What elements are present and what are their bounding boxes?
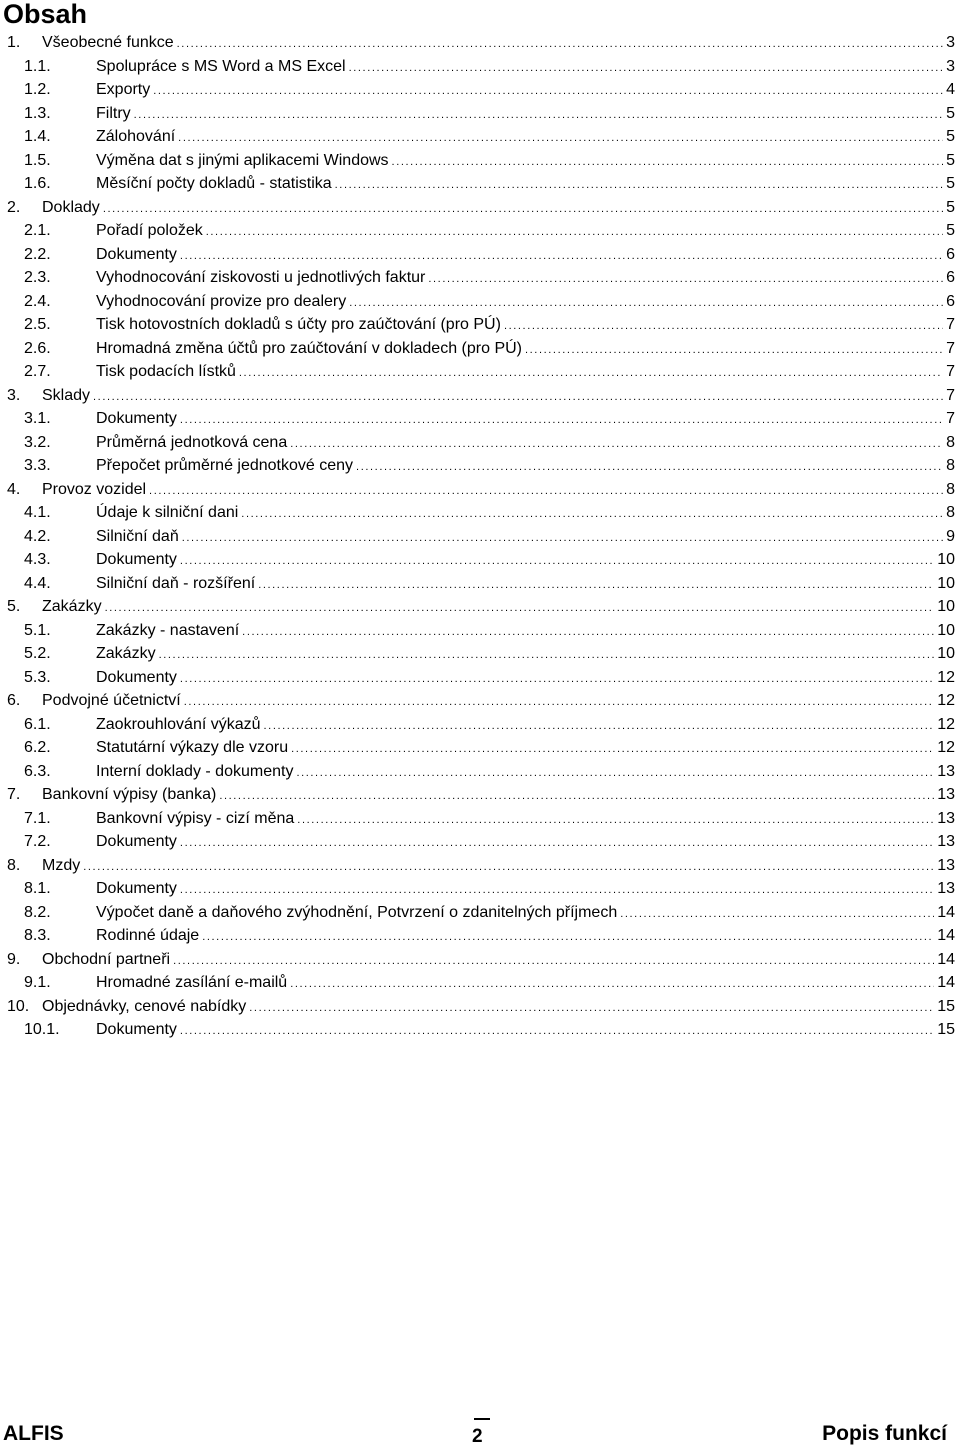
toc-entry-title: Vyhodnocování ziskovosti u jednotlivých faktur bbox=[96, 269, 426, 286]
toc-entry-title: Dokumenty bbox=[96, 551, 177, 568]
toc-entry-number: 4.3. bbox=[24, 551, 51, 568]
toc-entry-page: 8 bbox=[946, 480, 955, 498]
toc-entry-page: 8 bbox=[946, 504, 955, 521]
toc-dot-leader bbox=[180, 245, 943, 269]
toc-entry[interactable] bbox=[7, 31, 955, 55]
toc-entry[interactable] bbox=[7, 619, 955, 643]
toc-entry-page: 13 bbox=[937, 809, 955, 827]
toc-dot-leader bbox=[83, 856, 934, 880]
toc-dot-leader bbox=[504, 315, 943, 339]
toc-entry[interactable] bbox=[7, 736, 955, 760]
toc-dot-leader bbox=[177, 33, 943, 57]
toc-entry-number: 8.1. bbox=[24, 880, 51, 897]
toc-entry-number: 5.1. bbox=[24, 621, 51, 639]
toc-entry[interactable] bbox=[7, 407, 955, 431]
toc-entry-number: 10.1. bbox=[24, 1021, 60, 1038]
toc-entry-title: Bankovní výpisy (banka) bbox=[42, 786, 217, 803]
toc-entry-title: Podvojné účetnictví bbox=[42, 692, 181, 709]
toc-entry-title: Zakázky bbox=[96, 645, 156, 662]
toc-entry-page: 10 bbox=[937, 598, 955, 615]
toc-entry-title: Sklady bbox=[42, 386, 91, 404]
toc-entry[interactable] bbox=[7, 924, 955, 948]
toc-dot-leader bbox=[241, 503, 943, 527]
toc-entry[interactable] bbox=[7, 548, 955, 572]
toc-entry-page: 5 bbox=[946, 128, 955, 145]
toc-entry-page: 6 bbox=[946, 269, 955, 286]
toc-entry-number: 8.3. bbox=[24, 927, 51, 944]
toc-dot-leader bbox=[356, 456, 943, 480]
toc-dot-leader bbox=[178, 127, 943, 151]
toc-entry-number: 5.3. bbox=[24, 668, 51, 686]
toc-entry[interactable] bbox=[7, 478, 955, 502]
toc-dot-leader bbox=[349, 57, 944, 81]
toc-entry-number: 1.1. bbox=[24, 57, 51, 75]
toc-entry-title: Provoz vozidel bbox=[42, 480, 147, 498]
toc-entry-number: 4. bbox=[7, 480, 21, 498]
toc-dot-leader bbox=[290, 973, 934, 997]
toc-entry-number: 2.1. bbox=[24, 222, 51, 239]
toc-entry-page: 7 bbox=[946, 410, 955, 427]
toc-entry-page: 9 bbox=[946, 527, 955, 545]
toc-entry[interactable] bbox=[7, 196, 955, 220]
toc-dot-leader bbox=[202, 926, 934, 950]
toc-entry-number: 2.2. bbox=[24, 245, 51, 263]
toc-entry-number: 7.1. bbox=[24, 809, 51, 827]
toc-entry-title: Všeobecné funkce bbox=[42, 34, 174, 51]
footer-page-number: 2 bbox=[472, 1426, 483, 1447]
toc-entry-number: 3.2. bbox=[24, 433, 51, 451]
toc-entry-number: 1.6. bbox=[24, 175, 51, 192]
toc-dot-leader bbox=[219, 785, 934, 809]
toc-dot-leader bbox=[428, 268, 943, 292]
toc-entry-page: 14 bbox=[937, 974, 955, 991]
table-of-contents bbox=[7, 31, 955, 1042]
toc-dot-leader bbox=[258, 574, 934, 598]
toc-entry-page: 3 bbox=[946, 57, 955, 75]
toc-entry-number: 4.1. bbox=[24, 504, 51, 521]
toc-entry-title: Přepočet průměrné jednotkové ceny bbox=[96, 457, 354, 474]
toc-entry-title: Dokumenty bbox=[96, 245, 177, 263]
toc-entry-number: 2.3. bbox=[24, 269, 51, 286]
toc-entry-title: Objednávky, cenové nabídky bbox=[42, 997, 247, 1015]
toc-entry[interactable] bbox=[7, 877, 955, 901]
toc-entry-page: 14 bbox=[937, 927, 955, 944]
toc-entry[interactable] bbox=[7, 948, 955, 972]
toc-entry-number: 6.1. bbox=[24, 715, 51, 733]
toc-entry[interactable] bbox=[7, 243, 955, 267]
toc-entry-number: 6.3. bbox=[24, 762, 51, 780]
toc-entry-title: Průměrná jednotková cena bbox=[96, 433, 288, 451]
toc-entry-number: 6.2. bbox=[24, 739, 51, 756]
toc-entry-page: 7 bbox=[946, 339, 955, 357]
toc-dot-leader bbox=[392, 151, 944, 175]
toc-dot-leader bbox=[182, 527, 943, 551]
toc-entry-title: Statutární výkazy dle vzoru bbox=[96, 739, 289, 756]
toc-dot-leader bbox=[239, 362, 943, 386]
toc-entry[interactable] bbox=[7, 971, 955, 995]
toc-entry-title: Hromadné zasílání e-mailů bbox=[96, 974, 288, 991]
toc-entry-title: Tisk hotovostních dokladů s účty pro zaúčtování (pro PÚ) bbox=[96, 316, 501, 333]
toc-entry-title: Dokumenty bbox=[96, 1021, 177, 1038]
toc-entry-title: Dokumenty bbox=[96, 880, 177, 897]
toc-entry-page: 10 bbox=[937, 574, 955, 592]
toc-entry[interactable] bbox=[7, 78, 955, 102]
toc-entry[interactable] bbox=[7, 995, 955, 1019]
toc-entry[interactable] bbox=[7, 266, 955, 290]
toc-dot-leader bbox=[180, 550, 934, 574]
page-title: Obsah bbox=[3, 0, 88, 29]
toc-entry-number: 9.1. bbox=[24, 974, 51, 991]
footer-page-bar bbox=[474, 1418, 490, 1420]
toc-dot-leader bbox=[103, 198, 943, 222]
toc-entry-page: 12 bbox=[937, 668, 955, 686]
toc-entry[interactable] bbox=[7, 572, 955, 596]
toc-entry-page: 15 bbox=[937, 1021, 955, 1038]
toc-dot-leader bbox=[620, 903, 934, 927]
toc-entry-title: Výpočet daně a daňového zvýhodnění, Potvrzení o zdanitelných příjmech bbox=[96, 903, 618, 921]
toc-entry-title: Výměna dat s jinými aplikacemi Windows bbox=[96, 151, 389, 169]
toc-dot-leader bbox=[249, 997, 934, 1021]
toc-entry[interactable] bbox=[7, 149, 955, 173]
toc-entry-page: 10 bbox=[937, 551, 955, 568]
toc-entry-title: Hromadná změna účtů pro zaúčtování v dokladech (pro PÚ) bbox=[96, 339, 522, 357]
toc-entry-page: 6 bbox=[946, 292, 955, 310]
toc-entry-title: Dokumenty bbox=[96, 668, 177, 686]
toc-entry-title: Doklady bbox=[42, 198, 100, 216]
toc-entry[interactable] bbox=[7, 666, 955, 690]
toc-entry[interactable] bbox=[7, 689, 955, 713]
toc-entry-number: 2.5. bbox=[24, 316, 51, 333]
toc-dot-leader bbox=[149, 480, 943, 504]
toc-entry-number: 5.2. bbox=[24, 645, 51, 662]
toc-dot-leader bbox=[335, 174, 943, 198]
toc-entry[interactable] bbox=[7, 807, 955, 831]
toc-entry-page: 10 bbox=[937, 645, 955, 662]
toc-entry-number: 3.3. bbox=[24, 457, 51, 474]
toc-entry-title: Zaokrouhlování výkazů bbox=[96, 715, 261, 733]
toc-dot-leader bbox=[349, 292, 943, 316]
toc-entry-number: 4.2. bbox=[24, 527, 51, 545]
toc-entry-title: Mzdy bbox=[42, 856, 81, 874]
toc-entry[interactable] bbox=[7, 172, 955, 196]
toc-entry[interactable] bbox=[7, 102, 955, 126]
toc-entry[interactable] bbox=[7, 595, 955, 619]
toc-dot-leader bbox=[153, 80, 943, 104]
toc-entry-page: 13 bbox=[937, 880, 955, 897]
toc-entry[interactable] bbox=[7, 384, 955, 408]
toc-entry[interactable] bbox=[7, 501, 955, 525]
toc-entry-title: Dokumenty bbox=[96, 833, 177, 850]
toc-entry-page: 14 bbox=[937, 950, 955, 968]
toc-dot-leader bbox=[291, 738, 934, 762]
toc-entry-page: 4 bbox=[946, 81, 955, 98]
toc-entry-title: Filtry bbox=[96, 104, 131, 122]
toc-dot-leader bbox=[264, 715, 935, 739]
toc-entry-number: 9. bbox=[7, 950, 21, 968]
toc-dot-leader bbox=[173, 950, 934, 974]
toc-entry-title: Spolupráce s MS Word a MS Excel bbox=[96, 57, 346, 75]
toc-entry[interactable] bbox=[7, 454, 955, 478]
toc-entry[interactable] bbox=[7, 313, 955, 337]
toc-entry[interactable] bbox=[7, 901, 955, 925]
toc-entry-title: Obchodní partneři bbox=[42, 950, 171, 968]
toc-entry-number: 4.4. bbox=[24, 574, 51, 592]
toc-entry-number: 6. bbox=[7, 692, 21, 709]
toc-dot-leader bbox=[297, 809, 934, 833]
toc-entry-page: 5 bbox=[946, 198, 955, 216]
toc-entry-number: 1.4. bbox=[24, 128, 51, 145]
toc-entry-page: 13 bbox=[937, 833, 955, 850]
toc-entry-title: Zakázky - nastavení bbox=[96, 621, 240, 639]
toc-entry-number: 3.1. bbox=[24, 410, 51, 427]
toc-entry[interactable] bbox=[7, 783, 955, 807]
toc-entry-page: 5 bbox=[946, 222, 955, 239]
toc-entry-number: 5. bbox=[7, 598, 21, 615]
toc-entry-page: 5 bbox=[946, 151, 955, 169]
toc-dot-leader bbox=[242, 621, 934, 645]
toc-entry-number: 2.6. bbox=[24, 339, 51, 357]
toc-entry-number: 1.3. bbox=[24, 104, 51, 122]
toc-entry-number: 7. bbox=[7, 786, 21, 803]
toc-entry-title: Zálohování bbox=[96, 128, 176, 145]
toc-entry-page: 5 bbox=[946, 104, 955, 122]
toc-dot-leader bbox=[180, 668, 934, 692]
toc-entry-title: Bankovní výpisy - cizí měna bbox=[96, 809, 295, 827]
toc-entry-title: Tisk podacích lístků bbox=[96, 363, 236, 380]
toc-entry-number: 7.2. bbox=[24, 833, 51, 850]
toc-dot-leader bbox=[290, 433, 943, 457]
toc-entry-page: 6 bbox=[946, 245, 955, 263]
toc-entry[interactable] bbox=[7, 1018, 955, 1042]
toc-dot-leader bbox=[180, 409, 943, 433]
toc-dot-leader bbox=[180, 832, 934, 856]
toc-entry-page: 3 bbox=[946, 34, 955, 51]
toc-entry[interactable] bbox=[7, 360, 955, 384]
toc-dot-leader bbox=[180, 879, 934, 903]
toc-entry[interactable] bbox=[7, 760, 955, 784]
toc-entry[interactable] bbox=[7, 854, 955, 878]
toc-dot-leader bbox=[134, 104, 943, 128]
toc-entry-page: 15 bbox=[937, 997, 955, 1015]
toc-entry[interactable] bbox=[7, 219, 955, 243]
toc-entry[interactable] bbox=[7, 290, 955, 314]
toc-dot-leader bbox=[206, 221, 943, 245]
toc-entry[interactable] bbox=[7, 431, 955, 455]
toc-dot-leader bbox=[296, 762, 934, 786]
toc-entry-page: 5 bbox=[946, 175, 955, 192]
toc-entry-title: Exporty bbox=[96, 81, 151, 98]
toc-entry-page: 12 bbox=[937, 739, 955, 756]
toc-entry-title: Interní doklady - dokumenty bbox=[96, 762, 294, 780]
toc-dot-leader bbox=[525, 339, 943, 363]
toc-dot-leader bbox=[180, 1020, 934, 1044]
toc-entry-number: 2. bbox=[7, 198, 21, 216]
toc-entry-page: 12 bbox=[937, 715, 955, 733]
toc-entry-title: Dokumenty bbox=[96, 410, 177, 427]
toc-entry-number: 2.7. bbox=[24, 363, 51, 380]
toc-entry-title: Silniční daň bbox=[96, 527, 179, 545]
toc-entry[interactable] bbox=[7, 525, 955, 549]
footer-document-title: Popis funkcí bbox=[822, 1422, 947, 1445]
footer-product-name: ALFIS bbox=[3, 1422, 64, 1445]
toc-entry[interactable] bbox=[7, 642, 955, 666]
toc-entry-number: 10. bbox=[7, 997, 30, 1015]
toc-entry-number: 8.2. bbox=[24, 903, 51, 921]
toc-entry-page: 8 bbox=[946, 433, 955, 451]
toc-entry-page: 12 bbox=[937, 692, 955, 709]
toc-entry-title: Silniční daň - rozšíření bbox=[96, 574, 256, 592]
toc-entry[interactable] bbox=[7, 55, 955, 79]
toc-entry-number: 1. bbox=[7, 34, 21, 51]
toc-entry-number: 1.2. bbox=[24, 81, 51, 98]
toc-entry-number: 2.4. bbox=[24, 292, 51, 310]
toc-entry-page: 13 bbox=[937, 762, 955, 780]
toc-entry-page: 7 bbox=[946, 363, 955, 380]
toc-entry-page: 10 bbox=[937, 621, 955, 639]
toc-entry-page: 13 bbox=[937, 856, 955, 874]
toc-entry-page: 8 bbox=[946, 457, 955, 474]
toc-entry-number: 1.5. bbox=[24, 151, 51, 169]
page-footer bbox=[0, 1412, 960, 1447]
toc-entry[interactable] bbox=[7, 713, 955, 737]
toc-entry-title: Zakázky bbox=[42, 598, 102, 615]
toc-entry-page: 14 bbox=[937, 903, 955, 921]
toc-entry-page: 13 bbox=[937, 786, 955, 803]
toc-entry-number: 8. bbox=[7, 856, 21, 874]
toc-entry-title: Měsíční počty dokladů - statistika bbox=[96, 175, 332, 192]
toc-entry[interactable] bbox=[7, 337, 955, 361]
toc-entry-title: Vyhodnocování provize pro dealery bbox=[96, 292, 347, 310]
toc-dot-leader bbox=[105, 597, 935, 621]
toc-entry[interactable] bbox=[7, 125, 955, 149]
toc-entry-number: 3. bbox=[7, 386, 21, 404]
toc-entry[interactable] bbox=[7, 830, 955, 854]
toc-dot-leader bbox=[159, 644, 935, 668]
toc-entry-title: Rodinné údaje bbox=[96, 927, 200, 944]
toc-entry-title: Pořadí položek bbox=[96, 222, 203, 239]
toc-entry-page: 7 bbox=[946, 386, 955, 404]
toc-dot-leader bbox=[93, 386, 943, 410]
toc-entry-page: 7 bbox=[946, 316, 955, 333]
toc-dot-leader bbox=[184, 691, 934, 715]
toc-entry-title: Údaje k silniční dani bbox=[96, 504, 239, 521]
